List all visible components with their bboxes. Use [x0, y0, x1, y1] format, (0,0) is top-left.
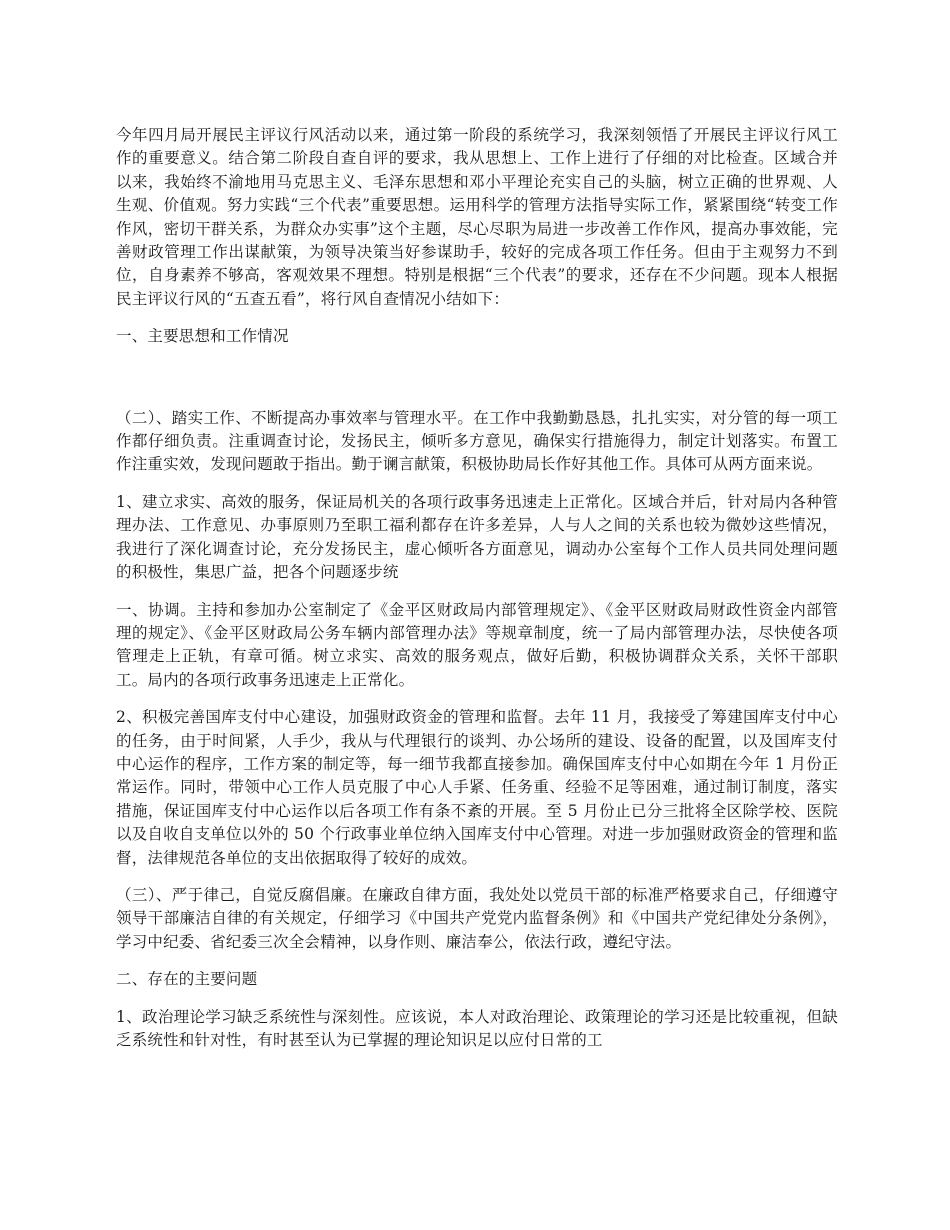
paragraph-efficiency: （二）、踏实工作、不断提高办事效率与管理水平。在工作中我勤勤恳恳，扎扎实实，对分管的每一项工作都仔细负责。注重调查讨论，发扬民主，倾听多方意见，确保实行措施得力，制定计划落实。布置工作注重实效，发现问题敢于指出。勤于谰言献策，积极协助局长作好其他工作。具体可从两方面来说。 [116, 408, 838, 474]
paragraph-theory-study: 1、政治理论学习缺乏系统性与深刻性。应该说，本人对政治理论、政策理论的学习还是比较重视，但缺乏系统性和针对性，有时甚至认为已掌握的理论知识足以应付日常的工 [116, 1007, 838, 1049]
section-heading-problems: 二、存在的主要问题 [116, 970, 258, 989]
document-body [116, 124, 838, 1066]
blank-gap [116, 363, 838, 407]
paragraph-coordination: 一、协调。主持和参加办公室制定了《金平区财政局内部管理规定》、《金平区财政局财政性资金内部管理的规定》、《金平区财政局公务车辆内部管理办法》等规章制度，统一了局内部管理办法，尽快使各项管理走上正轨，有章可循。树立求实、高效的服务观点，做好后勤，积极协调群众关系，关怀干部职工。局内的各项行政事务迅速走上正常化。 [116, 600, 838, 689]
paragraph-service: 1、建立求实、高效的服务，保证局机关的各项行政事务迅速走上正常化。区域合并后，针对局内各种管理办法、工作意见、办事原则乃至职工福利都存在许多差异，人与人之间的关系也较为微妙这些情况，我进行了深化调查讨论，充分发扬民主，虚心倾听各方面意见，调动办公室每个工作人员共同处理问题的积极性，集思广益，把各个问题逐步统 [116, 492, 838, 582]
paragraph-treasury: 2、积极完善国库支付中心建设，加强财政资金的管理和监督。去年 11 月，我接受了筹建国库支付中心的任务，由于时间紧，人手少，我从与代理银行的谈判、办公场所的建设、设备的配置，以及国库支付中心运作的程序，工作方案的制定等，每一细节我都直接参加。确保国库支付中心如期在今年 1 月份正常运作。同时，带领中心工作人员克服了中心人手紧、任务重、经验不足等困难，通过制订制度，落实措施，保证国库支付中心运作以后各项工作有条不紊的开展。至 5 月份止已分三批将全区除学校、医院以及自收自支单位以外的 50 个行政事业单位纳入国库支付中心管理。对进一步加强财政资金的管理和监督，法律规范各单位的支出依据取得了较好的成效。 [116, 708, 838, 867]
section-heading-main-work: 一、主要思想和工作情况 [116, 327, 289, 346]
paragraph-integrity: （三）、严于律己，自觉反腐倡廉。在廉政自律方面，我处处以党员干部的标准严格要求自己，仔细遵守领导干部廉洁自律的有关规定，仔细学习《中国共产党党内监督条例》和《中国共产党纪律处分条例》，学习中纪委、省纪委三次全会精神，以身作则、廉洁奉公，依法行政，遵纪守法。 [116, 885, 838, 951]
intro-paragraph: 今年四月局开展民主评议行风活动以来，通过第一阶段的系统学习，我深刻领悟了开展民主评议行风工作的重要意义。结合第二阶段自查自评的要求，我从思想上、工作上进行了仔细的对比检查。区域合并以来，我始终不渝地用马克思主义、毛泽东思想和邓小平理论充实自己的头脑，树立正确的世界观、人生观、价值观。努力实践“三个代表”重要思想。运用科学的管理方法指导实际工作，紧紧围绕“转变工作作风，密切干群关系，为群众办实事”这个主题，尽心尽职为局进一步改善工作作风，提高办事效能，完善财政管理工作出谋献策，为领导决策当好参谋助手，较好的完成各项工作任务。但由于主观努力不到位，自身素养不够高，客观效果不理想。特别是根据“三个代表”的要求，还存在不少问题。现本人根据民主评议行风的“五查五看”，将行风自查情况小结如下： [116, 126, 838, 308]
